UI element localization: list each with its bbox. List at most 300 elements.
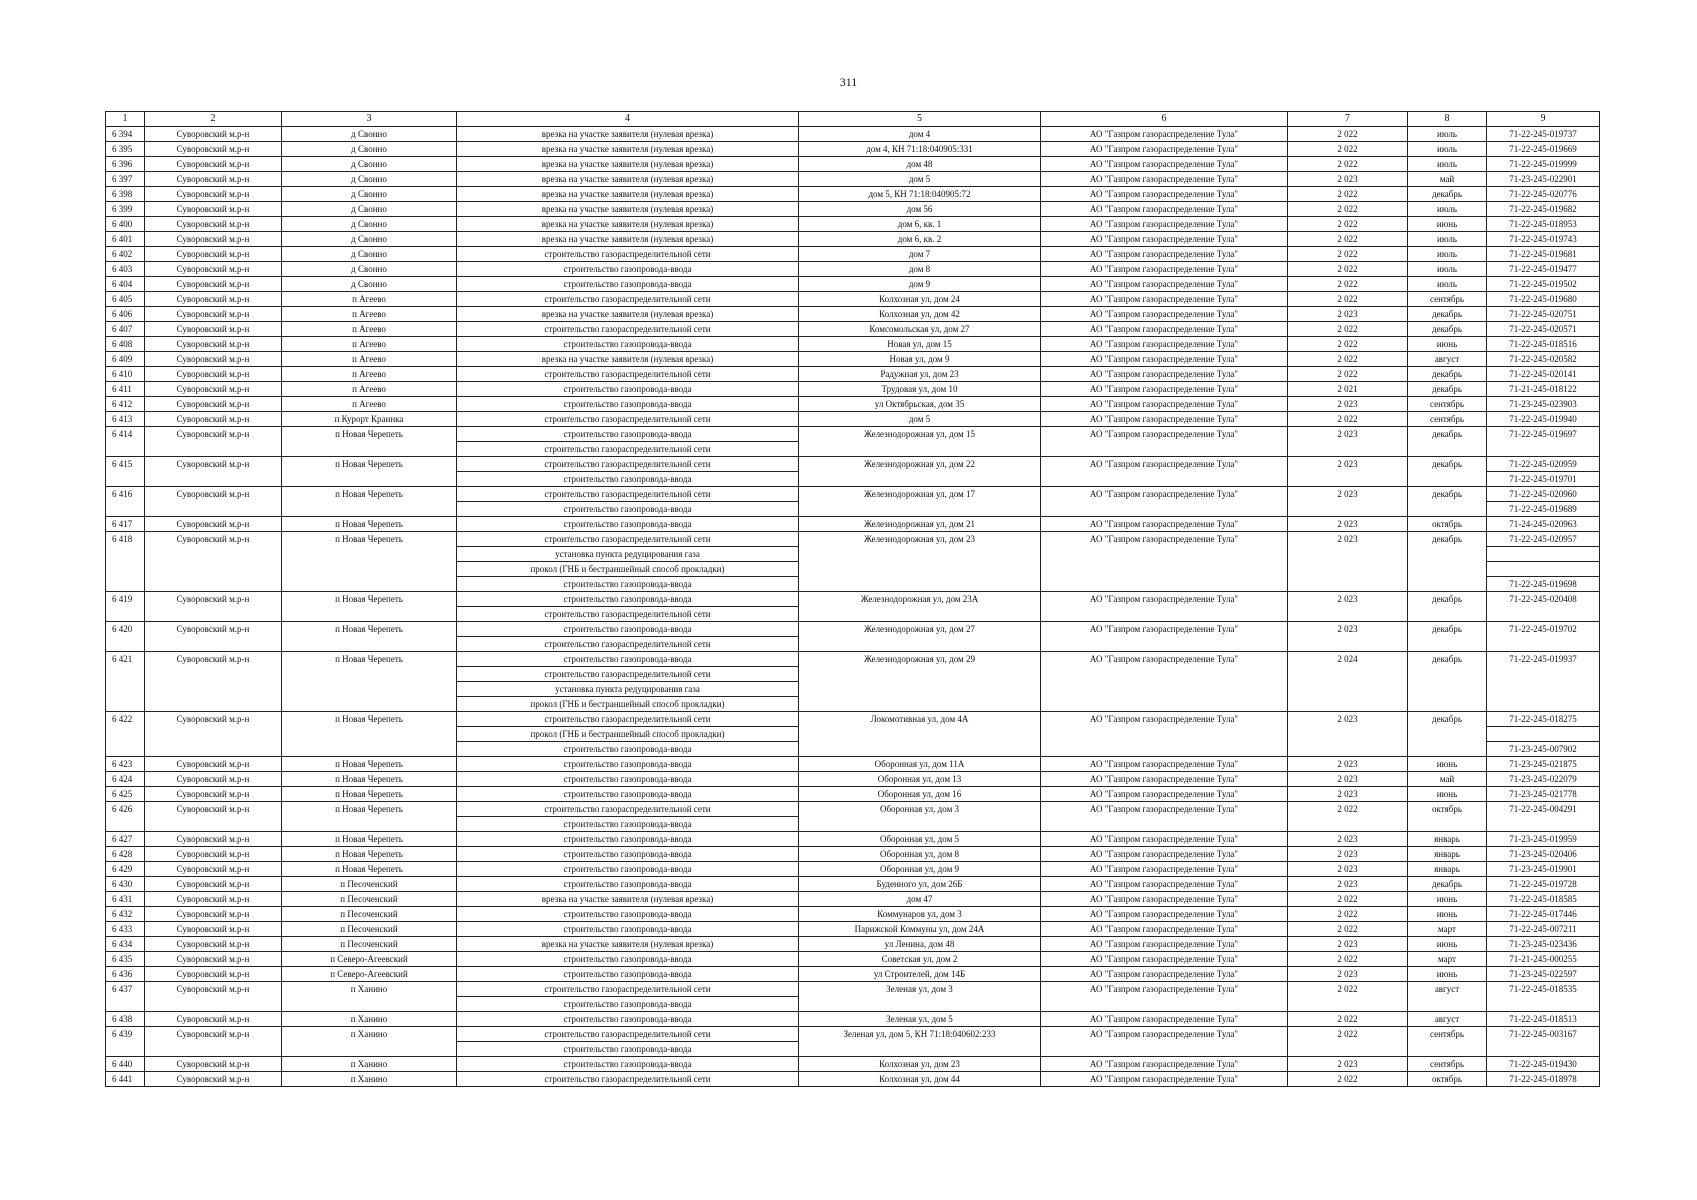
year-cell: 2 023 <box>1288 307 1408 322</box>
table-row-continuation <box>106 742 1600 757</box>
organization-cell: АО "Газпром газораспределение Тула" <box>1041 802 1288 817</box>
work-type-cell: строительство газораспределительной сети <box>457 637 799 652</box>
table-row <box>106 337 1600 352</box>
district-cell: Суворовский м.р-н <box>145 217 282 232</box>
address-cell <box>799 727 1041 742</box>
table-row-continuation <box>106 997 1600 1012</box>
table-row <box>106 247 1600 262</box>
address-cell <box>799 562 1041 577</box>
organization-cell <box>1041 817 1288 832</box>
work-type-cell: строительство газопровода-ввода <box>457 967 799 982</box>
registry-code-cell: 71-23-245-021875 <box>1487 757 1600 772</box>
work-type-cell: строительство газопровода-ввода <box>457 1057 799 1072</box>
record-number-cell: 6 423 <box>106 757 145 772</box>
organization-cell: АО "Газпром газораспределение Тула" <box>1041 277 1288 292</box>
work-type-cell: строительство газопровода-ввода <box>457 502 799 517</box>
registry-code-cell: 71-23-245-021778 <box>1487 787 1600 802</box>
work-type-cell: врезка на участке заявителя (нулевая врезка) <box>457 187 799 202</box>
address-cell: Железнодорожная ул, дом 23 <box>799 532 1041 547</box>
table-row <box>106 1072 1600 1087</box>
work-type-cell: строительство газораспределительной сети <box>457 1072 799 1087</box>
table-row <box>106 307 1600 322</box>
work-type-cell: строительство газопровода-ввода <box>457 862 799 877</box>
district-cell: Суворовский м.р-н <box>145 352 282 367</box>
month-cell <box>1408 817 1487 832</box>
organization-cell: АО "Газпром газораспределение Тула" <box>1041 1072 1288 1087</box>
month-cell: август <box>1408 982 1487 997</box>
settlement-cell: п Новая Черепеть <box>282 532 457 547</box>
registry-code-cell <box>1487 562 1600 577</box>
settlement-cell <box>282 472 457 487</box>
month-cell: декабрь <box>1408 652 1487 667</box>
record-number-cell: 6 414 <box>106 427 145 442</box>
month-cell <box>1408 442 1487 457</box>
address-cell: дом 6, кв. 1 <box>799 217 1041 232</box>
address-cell <box>799 742 1041 757</box>
record-number-cell: 6 396 <box>106 157 145 172</box>
organization-cell: АО "Газпром газораспределение Тула" <box>1041 592 1288 607</box>
month-cell: декабрь <box>1408 487 1487 502</box>
record-number-cell: 6 432 <box>106 907 145 922</box>
organization-cell <box>1041 1042 1288 1057</box>
address-cell: дом 48 <box>799 157 1041 172</box>
registry-code-cell: 71-22-245-018978 <box>1487 1072 1600 1087</box>
district-cell <box>145 817 282 832</box>
settlement-cell: п Новая Черепеть <box>282 487 457 502</box>
organization-cell: АО "Газпром газораспределение Тула" <box>1041 787 1288 802</box>
year-cell: 2 022 <box>1288 1012 1408 1027</box>
registry-code-cell: 71-22-245-019701 <box>1487 472 1600 487</box>
address-cell <box>799 1042 1041 1057</box>
organization-cell: АО "Газпром газораспределение Тула" <box>1041 937 1288 952</box>
district-cell: Суворовский м.р-н <box>145 1057 282 1072</box>
work-type-cell: строительство газораспределительной сети <box>457 532 799 547</box>
settlement-cell: д Свонно <box>282 247 457 262</box>
year-cell <box>1288 727 1408 742</box>
district-cell: Суворовский м.р-н <box>145 202 282 217</box>
settlement-cell <box>282 682 457 697</box>
month-cell: декабрь <box>1408 367 1487 382</box>
record-number-cell: 6 412 <box>106 397 145 412</box>
registry-code-cell: 71-22-245-020960 <box>1487 487 1600 502</box>
record-number-cell: 6 404 <box>106 277 145 292</box>
work-type-cell: строительство газопровода-ввода <box>457 922 799 937</box>
year-cell <box>1288 637 1408 652</box>
month-cell <box>1408 607 1487 622</box>
district-cell: Суворовский м.р-н <box>145 487 282 502</box>
registry-code-cell: 71-22-245-020957 <box>1487 532 1600 547</box>
district-cell: Суворовский м.р-н <box>145 982 282 997</box>
registry-code-cell <box>1487 607 1600 622</box>
address-cell: ул Строителей, дом 14Б <box>799 967 1041 982</box>
address-cell: Локомотивная ул, дом 4А <box>799 712 1041 727</box>
table-row <box>106 952 1600 967</box>
year-cell <box>1288 682 1408 697</box>
year-cell: 2 023 <box>1288 877 1408 892</box>
record-number-cell: 6 425 <box>106 787 145 802</box>
table-row <box>106 907 1600 922</box>
year-cell <box>1288 997 1408 1012</box>
organization-cell: АО "Газпром газораспределение Тула" <box>1041 382 1288 397</box>
registry-code-cell: 71-22-245-018585 <box>1487 892 1600 907</box>
year-cell <box>1288 667 1408 682</box>
record-number-cell: 6 433 <box>106 922 145 937</box>
address-cell: Железнодорожная ул, дом 15 <box>799 427 1041 442</box>
address-cell: Оборонная ул, дом 8 <box>799 847 1041 862</box>
organization-cell: АО "Газпром газораспределение Тула" <box>1041 367 1288 382</box>
settlement-cell: п Новая Черепеть <box>282 712 457 727</box>
record-number-cell <box>106 502 145 517</box>
gasification-registry-table <box>105 111 1600 1087</box>
organization-cell: АО "Газпром газораспределение Тула" <box>1041 832 1288 847</box>
table-row <box>106 412 1600 427</box>
organization-cell <box>1041 562 1288 577</box>
organization-cell: АО "Газпром газораспределение Тула" <box>1041 652 1288 667</box>
registry-code-cell: 71-22-245-020776 <box>1487 187 1600 202</box>
settlement-cell: п Агеево <box>282 337 457 352</box>
work-type-cell: строительство газопровода-ввода <box>457 997 799 1012</box>
work-type-cell: врезка на участке заявителя (нулевая врезка) <box>457 307 799 322</box>
address-cell: Оборонная ул, дом 13 <box>799 772 1041 787</box>
address-cell: Буденного ул, дом 26Б <box>799 877 1041 892</box>
record-number-cell <box>106 472 145 487</box>
work-type-cell: строительство газораспределительной сети <box>457 457 799 472</box>
registry-code-cell: 71-22-245-019698 <box>1487 577 1600 592</box>
table-row <box>106 427 1600 442</box>
table-row <box>106 532 1600 547</box>
year-cell: 2 023 <box>1288 487 1408 502</box>
organization-cell: АО "Газпром газораспределение Тула" <box>1041 772 1288 787</box>
year-cell: 2 023 <box>1288 172 1408 187</box>
work-type-cell: врезка на участке заявителя (нулевая врезка) <box>457 202 799 217</box>
record-number-cell: 6 424 <box>106 772 145 787</box>
address-cell <box>799 502 1041 517</box>
year-cell: 2 022 <box>1288 292 1408 307</box>
organization-cell <box>1041 577 1288 592</box>
month-cell: июнь <box>1408 937 1487 952</box>
district-cell <box>145 607 282 622</box>
year-cell: 2 022 <box>1288 922 1408 937</box>
year-cell: 2 023 <box>1288 427 1408 442</box>
organization-cell: АО "Газпром газораспределение Тула" <box>1041 187 1288 202</box>
address-cell: Радужная ул, дом 23 <box>799 367 1041 382</box>
month-cell: май <box>1408 172 1487 187</box>
year-cell: 2 022 <box>1288 982 1408 997</box>
month-cell: июнь <box>1408 907 1487 922</box>
table-row <box>106 652 1600 667</box>
work-type-cell: строительство газораспределительной сети <box>457 712 799 727</box>
district-cell: Суворовский м.р-н <box>145 1027 282 1042</box>
work-type-cell: прокол (ГНБ и бестраншейный способ прокладки) <box>457 697 799 712</box>
year-cell: 2 022 <box>1288 157 1408 172</box>
record-number-cell: 6 394 <box>106 127 145 142</box>
year-cell <box>1288 607 1408 622</box>
month-cell: декабрь <box>1408 877 1487 892</box>
year-cell: 2 022 <box>1288 952 1408 967</box>
work-type-cell: строительство газораспределительной сети <box>457 802 799 817</box>
year-cell: 2 023 <box>1288 532 1408 547</box>
month-cell: октябрь <box>1408 802 1487 817</box>
record-number-cell: 6 437 <box>106 982 145 997</box>
month-cell: январь <box>1408 832 1487 847</box>
address-cell: Железнодорожная ул, дом 27 <box>799 622 1041 637</box>
address-cell <box>799 667 1041 682</box>
table-row <box>106 967 1600 982</box>
registry-code-cell: 71-22-245-018535 <box>1487 982 1600 997</box>
month-cell: сентябрь <box>1408 1057 1487 1072</box>
settlement-cell: д Свонно <box>282 202 457 217</box>
organization-cell: АО "Газпром газораспределение Тула" <box>1041 622 1288 637</box>
table-row <box>106 292 1600 307</box>
column-header: 3 <box>282 112 457 127</box>
organization-cell: АО "Газпром газораспределение Тула" <box>1041 202 1288 217</box>
district-cell: Суворовский м.р-н <box>145 232 282 247</box>
work-type-cell: строительство газопровода-ввода <box>457 952 799 967</box>
organization-cell: АО "Газпром газораспределение Тула" <box>1041 412 1288 427</box>
district-cell: Суворовский м.р-н <box>145 907 282 922</box>
organization-cell: АО "Газпром газораспределение Тула" <box>1041 517 1288 532</box>
month-cell: сентябрь <box>1408 292 1487 307</box>
record-number-cell: 6 435 <box>106 952 145 967</box>
table-row-continuation <box>106 667 1600 682</box>
month-cell <box>1408 502 1487 517</box>
address-cell: Колхозная ул, дом 23 <box>799 1057 1041 1072</box>
record-number-cell: 6 441 <box>106 1072 145 1087</box>
table-row-continuation <box>106 607 1600 622</box>
district-cell: Суворовский м.р-н <box>145 712 282 727</box>
work-type-cell: строительство газораспределительной сети <box>457 442 799 457</box>
table-row-continuation <box>106 637 1600 652</box>
settlement-cell <box>282 697 457 712</box>
work-type-cell: строительство газораспределительной сети <box>457 322 799 337</box>
record-number-cell: 6 438 <box>106 1012 145 1027</box>
record-number-cell: 6 395 <box>106 142 145 157</box>
column-header: 5 <box>799 112 1041 127</box>
registry-code-cell: 71-21-245-018122 <box>1487 382 1600 397</box>
organization-cell <box>1041 472 1288 487</box>
settlement-cell: п Курорт Краинка <box>282 412 457 427</box>
month-cell: июль <box>1408 157 1487 172</box>
record-number-cell: 6 403 <box>106 262 145 277</box>
month-cell: декабрь <box>1408 622 1487 637</box>
registry-code-cell: 71-22-245-019728 <box>1487 877 1600 892</box>
district-cell: Суворовский м.р-н <box>145 892 282 907</box>
district-cell <box>145 547 282 562</box>
organization-cell: АО "Газпром газораспределение Тула" <box>1041 337 1288 352</box>
year-cell: 2 023 <box>1288 937 1408 952</box>
record-number-cell <box>106 727 145 742</box>
registry-code-cell: 71-23-245-023436 <box>1487 937 1600 952</box>
registry-code-cell <box>1487 697 1600 712</box>
year-cell: 2 022 <box>1288 277 1408 292</box>
district-cell: Суворовский м.р-н <box>145 457 282 472</box>
month-cell: март <box>1408 952 1487 967</box>
registry-code-cell: 71-22-245-020582 <box>1487 352 1600 367</box>
organization-cell: АО "Газпром газораспределение Тула" <box>1041 1057 1288 1072</box>
address-cell: дом 7 <box>799 247 1041 262</box>
address-cell: Оборонная ул, дом 3 <box>799 802 1041 817</box>
month-cell: декабрь <box>1408 187 1487 202</box>
district-cell: Суворовский м.р-н <box>145 262 282 277</box>
work-type-cell: строительство газопровода-ввода <box>457 832 799 847</box>
registry-code-cell: 71-22-245-018516 <box>1487 337 1600 352</box>
organization-cell: АО "Газпром газораспределение Тула" <box>1041 457 1288 472</box>
address-cell: Колхозная ул, дом 44 <box>799 1072 1041 1087</box>
table-row <box>106 172 1600 187</box>
organization-cell: АО "Газпром газораспределение Тула" <box>1041 142 1288 157</box>
month-cell: июль <box>1408 202 1487 217</box>
organization-cell: АО "Газпром газораспределение Тула" <box>1041 352 1288 367</box>
district-cell: Суворовский м.р-н <box>145 307 282 322</box>
settlement-cell: п Новая Черепеть <box>282 772 457 787</box>
organization-cell <box>1041 502 1288 517</box>
work-type-cell: строительство газопровода-ввода <box>457 877 799 892</box>
district-cell: Суворовский м.р-н <box>145 142 282 157</box>
district-cell: Суворовский м.р-н <box>145 337 282 352</box>
table-row-continuation <box>106 502 1600 517</box>
column-header: 8 <box>1408 112 1487 127</box>
district-cell: Суворовский м.р-н <box>145 517 282 532</box>
record-number-cell: 6 399 <box>106 202 145 217</box>
month-cell: декабрь <box>1408 532 1487 547</box>
work-type-cell: строительство газопровода-ввода <box>457 337 799 352</box>
table-row <box>106 862 1600 877</box>
record-number-cell: 6 431 <box>106 892 145 907</box>
district-cell: Суворовский м.р-н <box>145 157 282 172</box>
registry-code-cell: 71-22-245-003167 <box>1487 1027 1600 1042</box>
registry-code-cell: 71-22-245-020571 <box>1487 322 1600 337</box>
address-cell <box>799 577 1041 592</box>
organization-cell: АО "Газпром газораспределение Тула" <box>1041 127 1288 142</box>
registry-code-cell: 71-22-245-018275 <box>1487 712 1600 727</box>
address-cell: Колхозная ул, дом 24 <box>799 292 1041 307</box>
record-number-cell <box>106 997 145 1012</box>
district-cell: Суворовский м.р-н <box>145 847 282 862</box>
organization-cell: АО "Газпром газораспределение Тула" <box>1041 712 1288 727</box>
record-number-cell: 6 420 <box>106 622 145 637</box>
organization-cell <box>1041 997 1288 1012</box>
table-row <box>106 127 1600 142</box>
work-type-cell: врезка на участке заявителя (нулевая врезка) <box>457 127 799 142</box>
registry-code-cell: 71-22-245-004291 <box>1487 802 1600 817</box>
year-cell: 2 022 <box>1288 247 1408 262</box>
month-cell: январь <box>1408 847 1487 862</box>
registry-code-cell: 71-23-245-007902 <box>1487 742 1600 757</box>
year-cell <box>1288 742 1408 757</box>
settlement-cell: д Свонно <box>282 172 457 187</box>
table-row <box>106 517 1600 532</box>
registry-code-cell: 71-23-245-022901 <box>1487 172 1600 187</box>
work-type-cell: строительство газопровода-ввода <box>457 262 799 277</box>
registry-code-cell: 71-22-245-019702 <box>1487 622 1600 637</box>
settlement-cell: д Свонно <box>282 277 457 292</box>
year-cell <box>1288 577 1408 592</box>
address-cell: дом 56 <box>799 202 1041 217</box>
year-cell <box>1288 562 1408 577</box>
settlement-cell: п Новая Черепеть <box>282 622 457 637</box>
district-cell: Суворовский м.р-н <box>145 1012 282 1027</box>
address-cell: ул Октябрьская, дом 35 <box>799 397 1041 412</box>
district-cell: Суворовский м.р-н <box>145 322 282 337</box>
address-cell: Железнодорожная ул, дом 29 <box>799 652 1041 667</box>
registry-code-cell: 71-22-245-019502 <box>1487 277 1600 292</box>
district-cell: Суворовский м.р-н <box>145 397 282 412</box>
year-cell <box>1288 1042 1408 1057</box>
table-row <box>106 802 1600 817</box>
organization-cell: АО "Газпром газораспределение Тула" <box>1041 307 1288 322</box>
table-row <box>106 457 1600 472</box>
organization-cell: АО "Газпром газораспределение Тула" <box>1041 1012 1288 1027</box>
settlement-cell: д Свонно <box>282 157 457 172</box>
work-type-cell: строительство газопровода-ввода <box>457 907 799 922</box>
year-cell <box>1288 547 1408 562</box>
record-number-cell: 6 422 <box>106 712 145 727</box>
table-row <box>106 322 1600 337</box>
work-type-cell: строительство газопровода-ввода <box>457 817 799 832</box>
month-cell: август <box>1408 1012 1487 1027</box>
year-cell: 2 022 <box>1288 1072 1408 1087</box>
work-type-cell: строительство газораспределительной сети <box>457 292 799 307</box>
record-number-cell: 6 410 <box>106 367 145 382</box>
district-cell: Суворовский м.р-н <box>145 247 282 262</box>
record-number-cell: 6 428 <box>106 847 145 862</box>
district-cell <box>145 442 282 457</box>
record-number-cell <box>106 577 145 592</box>
registry-code-cell: 71-22-245-018513 <box>1487 1012 1600 1027</box>
record-number-cell: 6 408 <box>106 337 145 352</box>
record-number-cell <box>106 442 145 457</box>
column-header: 9 <box>1487 112 1600 127</box>
district-cell: Суворовский м.р-н <box>145 427 282 442</box>
registry-code-cell: 71-22-245-019477 <box>1487 262 1600 277</box>
year-cell <box>1288 502 1408 517</box>
address-cell <box>799 697 1041 712</box>
month-cell <box>1408 682 1487 697</box>
work-type-cell: строительство газораспределительной сети <box>457 247 799 262</box>
table-row-continuation <box>106 1042 1600 1057</box>
year-cell: 2 023 <box>1288 832 1408 847</box>
registry-code-cell <box>1487 682 1600 697</box>
district-cell: Суворовский м.р-н <box>145 412 282 427</box>
registry-code-cell: 71-22-245-019689 <box>1487 502 1600 517</box>
settlement-cell: п Агеево <box>282 382 457 397</box>
month-cell: июнь <box>1408 757 1487 772</box>
organization-cell: АО "Газпром газораспределение Тула" <box>1041 322 1288 337</box>
column-header: 1 <box>106 112 145 127</box>
record-number-cell: 6 405 <box>106 292 145 307</box>
table-row <box>106 1057 1600 1072</box>
table-row <box>106 232 1600 247</box>
work-type-cell: строительство газопровода-ввода <box>457 1042 799 1057</box>
settlement-cell: п Агеево <box>282 352 457 367</box>
organization-cell: АО "Газпром газораспределение Тула" <box>1041 157 1288 172</box>
month-cell: июнь <box>1408 787 1487 802</box>
record-number-cell: 6 411 <box>106 382 145 397</box>
district-cell: Суворовский м.р-н <box>145 832 282 847</box>
record-number-cell <box>106 682 145 697</box>
settlement-cell: д Свонно <box>282 187 457 202</box>
address-cell: дом 47 <box>799 892 1041 907</box>
record-number-cell: 6 413 <box>106 412 145 427</box>
registry-code-cell: 71-23-245-020406 <box>1487 847 1600 862</box>
record-number-cell: 6 419 <box>106 592 145 607</box>
address-cell: дом 5, КН 71:18:040905:72 <box>799 187 1041 202</box>
year-cell: 2 022 <box>1288 202 1408 217</box>
address-cell <box>799 472 1041 487</box>
month-cell: сентябрь <box>1408 397 1487 412</box>
work-type-cell: строительство газопровода-ввода <box>457 742 799 757</box>
column-header-row <box>106 112 1600 127</box>
